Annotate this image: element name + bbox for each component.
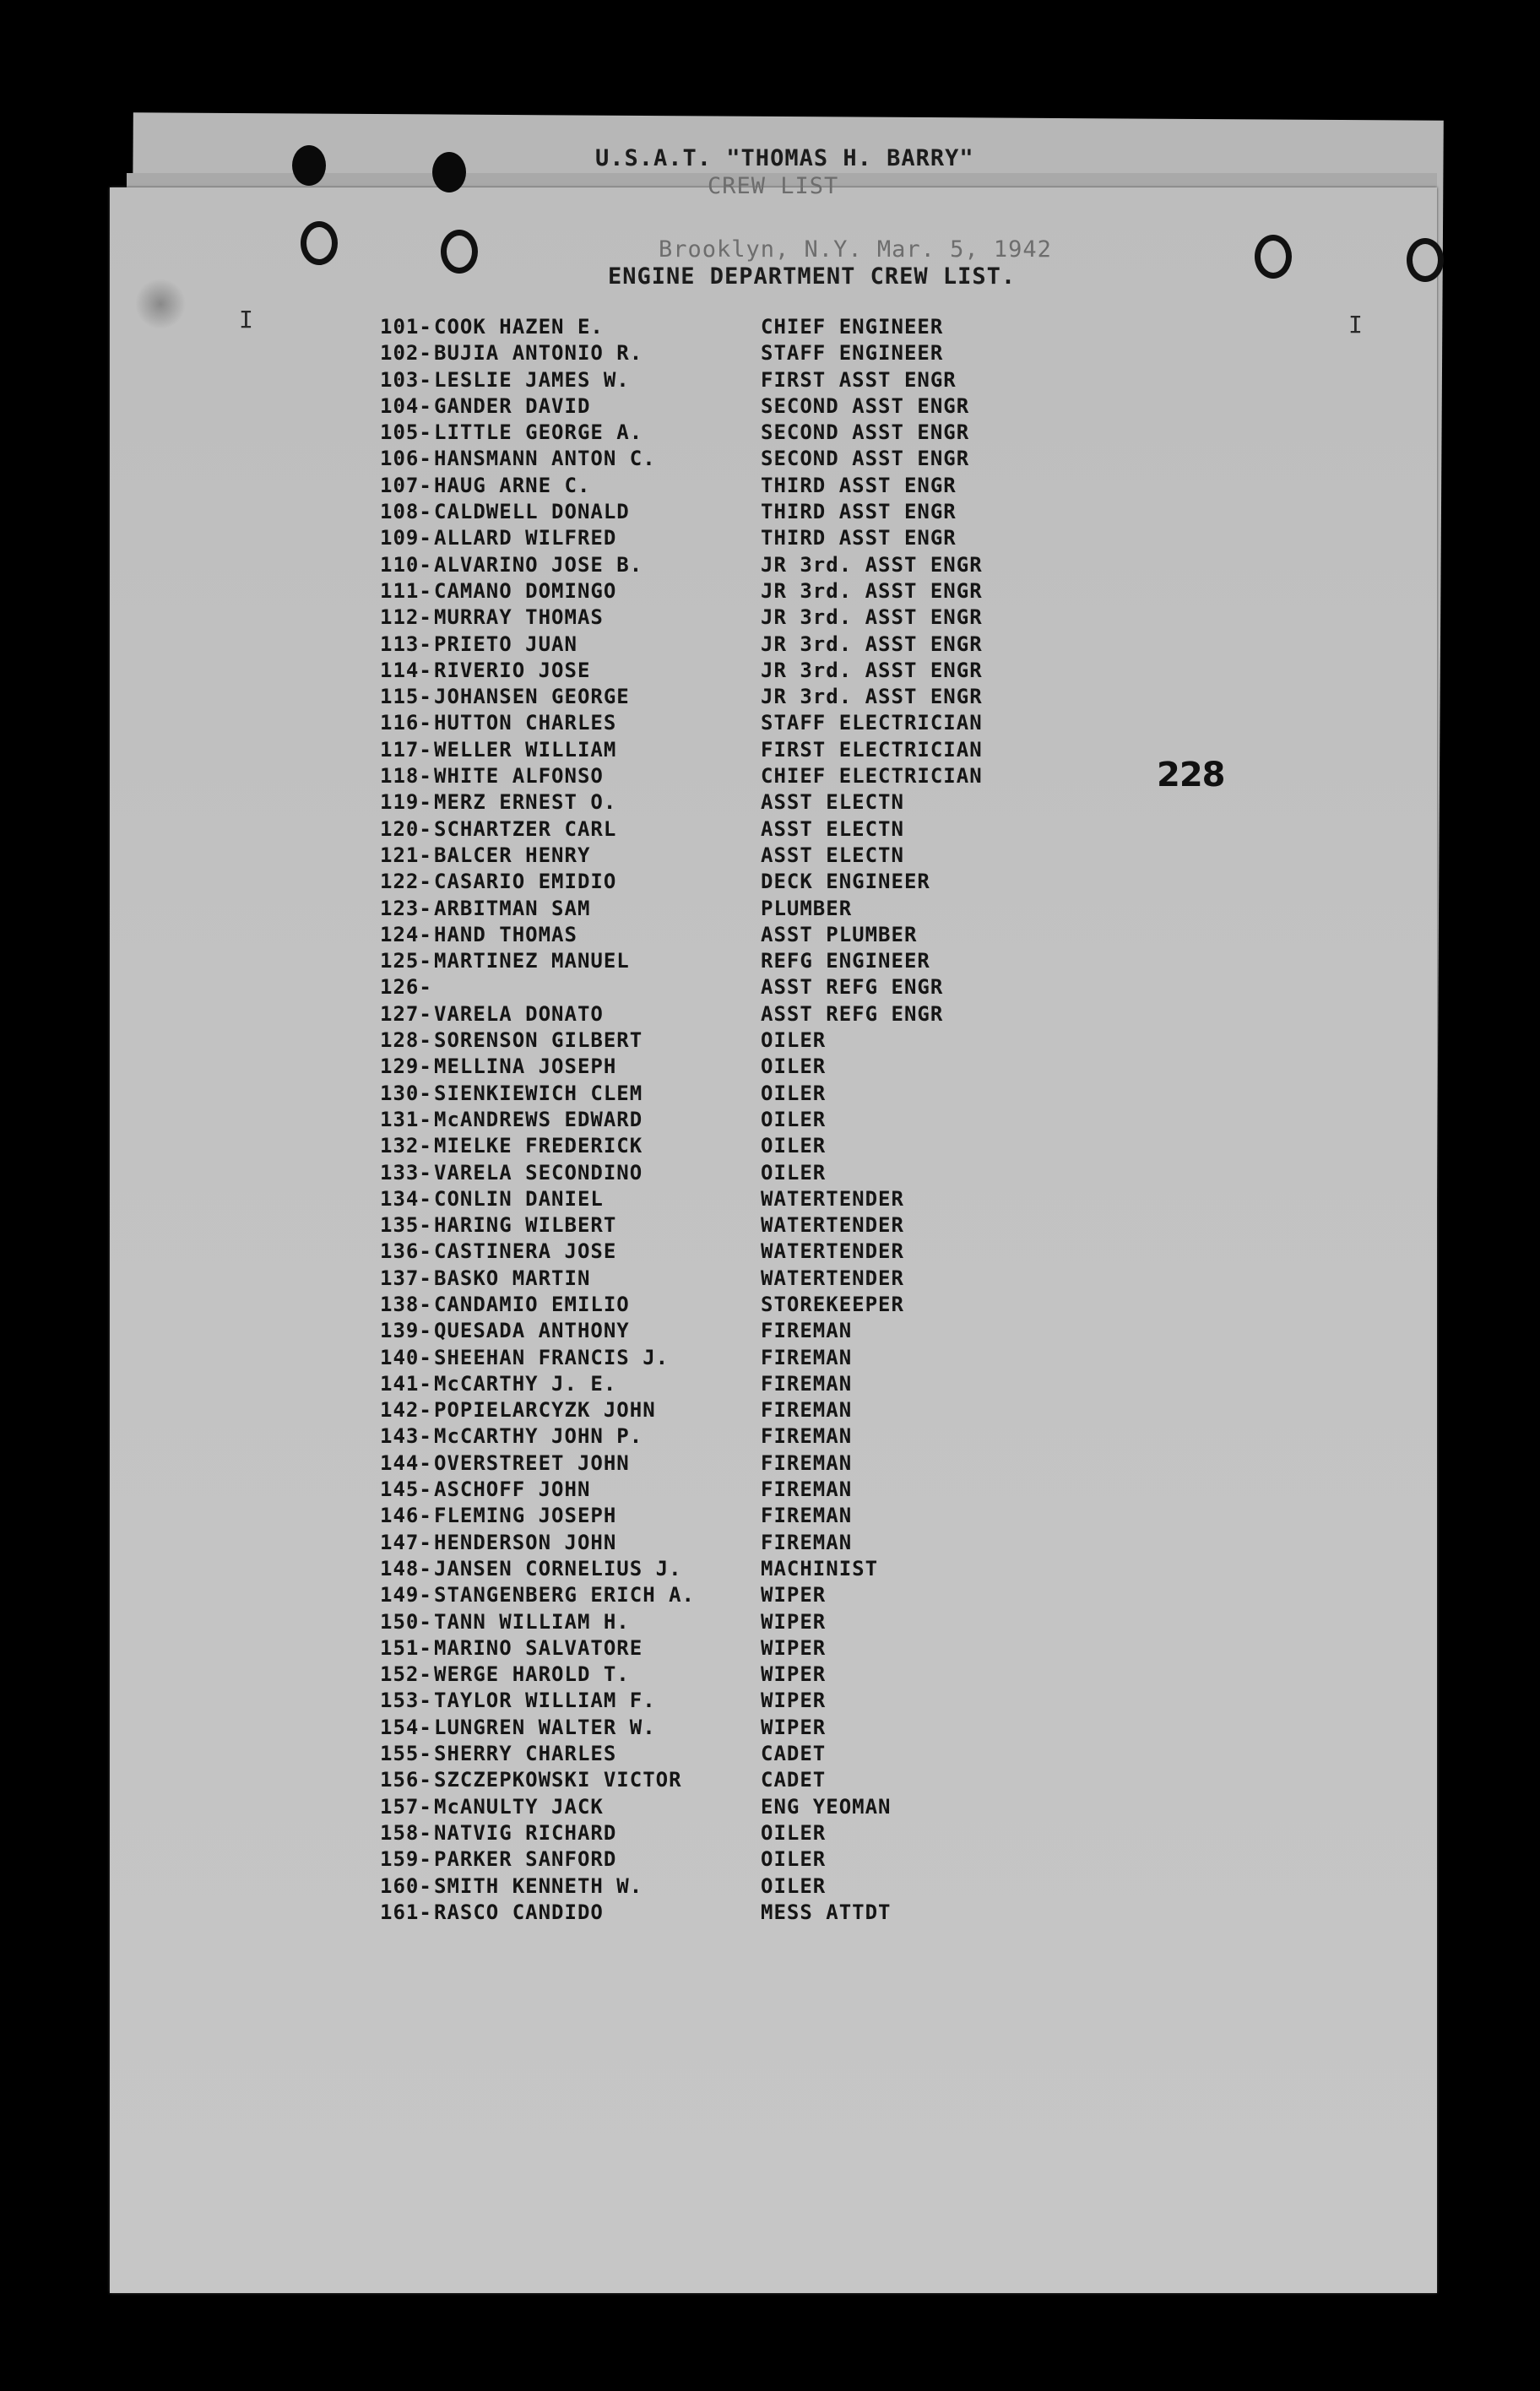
crew-rating: FIRST ELECTRICIAN — [761, 737, 983, 762]
crew-rating: FIREMAN — [761, 1504, 853, 1528]
crew-row — [380, 1423, 1048, 1450]
crew-name: MARINO SALVATORE — [434, 1635, 643, 1660]
crew-rating: OILER — [761, 1160, 827, 1185]
crew-rating: STAFF ELECTRICIAN — [761, 711, 983, 735]
crew-number: 133- — [380, 1160, 432, 1185]
crew-rating: CADET — [761, 1742, 827, 1766]
crew-row — [380, 446, 1048, 472]
crew-row — [380, 314, 1048, 340]
crew-row — [380, 710, 1048, 736]
crew-number: 147- — [380, 1530, 432, 1554]
crew-name: POPIELARCYZK JOHN — [434, 1398, 656, 1423]
crew-name: CALDWELL DONALD — [434, 500, 630, 524]
crew-row — [380, 1582, 1048, 1608]
crew-rating: THIRD ASST ENGR — [761, 473, 957, 497]
crew-row — [380, 605, 1048, 631]
crew-number: 149- — [380, 1583, 432, 1608]
crew-rating: THIRD ASST ENGR — [761, 526, 957, 550]
vessel-title: U.S.A.T. "THOMAS H. BARRY" — [595, 145, 974, 171]
crew-name: STANGENBERG ERICH A. — [434, 1583, 695, 1608]
crew-name: QUESADA ANTHONY — [434, 1319, 630, 1343]
crew-row — [380, 1820, 1048, 1846]
crew-number: 121- — [380, 843, 432, 867]
crew-number: 106- — [380, 447, 432, 471]
crew-number: 101- — [380, 315, 432, 339]
crew-row — [380, 1186, 1048, 1212]
crew-row — [380, 658, 1048, 684]
crew-number: 132- — [380, 1134, 432, 1158]
crew-rating: ASST REFG ENGR — [761, 975, 944, 1000]
crew-row — [380, 763, 1048, 789]
crew-rating: OILER — [761, 1847, 827, 1872]
crew-row — [380, 1662, 1048, 1688]
crew-number: 113- — [380, 632, 432, 656]
crew-row — [380, 1688, 1048, 1714]
crew-name: CANDAMIO EMILIO — [434, 1292, 630, 1316]
crew-row — [380, 1081, 1048, 1107]
crew-name: CASARIO EMIDIO — [434, 870, 617, 894]
crew-rating: JR 3rd. ASST ENGR — [761, 632, 983, 656]
crew-name: SZCZEPKOWSKI VICTOR — [434, 1768, 682, 1792]
crew-number: 122- — [380, 870, 432, 894]
crew-number: 124- — [380, 922, 432, 946]
crew-rating: WIPER — [761, 1715, 827, 1739]
crew-rating: WIPER — [761, 1662, 827, 1687]
crew-name: WHITE ALFONSO — [434, 764, 604, 789]
crew-rating: JR 3rd. ASST ENGR — [761, 578, 983, 603]
date-line: Brooklyn, N.Y. Mar. 5, 1942 — [659, 236, 1052, 263]
crew-name: TAYLOR WILLIAM F. — [434, 1689, 656, 1713]
crew-rating: FIREMAN — [761, 1424, 853, 1449]
crew-number: 107- — [380, 473, 432, 497]
crew-number: 117- — [380, 737, 432, 762]
crew-rating: DECK ENGINEER — [761, 870, 930, 894]
crew-row — [380, 1609, 1048, 1635]
crew-rating: STOREKEEPER — [761, 1292, 904, 1316]
crew-row — [380, 1371, 1048, 1397]
crew-number: 115- — [380, 685, 432, 709]
crew-rating: CADET — [761, 1768, 827, 1792]
crew-rating: JR 3rd. ASST ENGR — [761, 605, 983, 630]
crew-row — [380, 1846, 1048, 1873]
crew-number: 118- — [380, 764, 432, 789]
crew-number: 134- — [380, 1186, 432, 1211]
crew-rating: STAFF ENGINEER — [761, 341, 944, 366]
crew-number: 111- — [380, 578, 432, 603]
crew-row — [380, 1239, 1048, 1265]
crew-rating: JR 3rd. ASST ENGR — [761, 658, 983, 682]
crew-rating: WATERTENDER — [761, 1266, 904, 1290]
crew-row — [380, 1450, 1048, 1477]
crew-name: SHERRY CHARLES — [434, 1742, 617, 1766]
crew-number: 158- — [380, 1820, 432, 1845]
crew-name: LESLIE JAMES W. — [434, 367, 630, 392]
crew-row — [380, 1001, 1048, 1027]
crew-rating: ASST REFG ENGR — [761, 1001, 944, 1026]
crew-number: 141- — [380, 1371, 432, 1396]
page-number-stamp: 228 — [1157, 756, 1225, 794]
crew-number: 112- — [380, 605, 432, 630]
crew-name: RIVERIO JOSE — [434, 658, 591, 682]
crew-name: HENDERSON JOHN — [434, 1530, 617, 1554]
crew-row — [380, 922, 1048, 948]
crew-number: 130- — [380, 1081, 432, 1105]
crew-name — [434, 974, 761, 1000]
crew-name: VARELA DONATO — [434, 1001, 604, 1026]
crew-row — [380, 1900, 1048, 1926]
crew-row — [380, 1556, 1048, 1582]
crew-number: 144- — [380, 1450, 432, 1475]
crew-name: HAUG ARNE C. — [434, 473, 591, 497]
crew-number: 126- — [380, 975, 432, 1000]
crew-name: HARING WILBERT — [434, 1213, 617, 1238]
crew-number: 155- — [380, 1742, 432, 1766]
crew-rating: ASST ELECTN — [761, 843, 904, 867]
crew-name: CONLIN DANIEL — [434, 1186, 604, 1211]
crew-rating: FIREMAN — [761, 1477, 853, 1502]
crew-rating: ASST ELECTN — [761, 816, 904, 841]
punch-hole — [1407, 238, 1444, 282]
crew-number: 135- — [380, 1213, 432, 1238]
crew-number: 140- — [380, 1345, 432, 1369]
crew-number: 109- — [380, 526, 432, 550]
crew-rating: WIPER — [761, 1689, 827, 1713]
crew-row — [380, 1266, 1048, 1292]
crew-number: 119- — [380, 790, 432, 815]
crew-rating: OILER — [761, 1107, 827, 1131]
crew-rating: FIRST ASST ENGR — [761, 367, 957, 392]
crew-number: 116- — [380, 711, 432, 735]
crew-name: NATVIG RICHARD — [434, 1820, 617, 1845]
crew-row — [380, 499, 1048, 525]
crew-number: 138- — [380, 1292, 432, 1316]
crew-row — [380, 974, 1048, 1000]
crew-name: RASCO CANDIDO — [434, 1900, 604, 1924]
crew-row — [380, 340, 1048, 366]
crew-row — [380, 1530, 1048, 1556]
crew-row — [380, 1503, 1048, 1529]
crew-rating: CHIEF ENGINEER — [761, 315, 944, 339]
crew-name: MURRAY THOMAS — [434, 605, 604, 630]
crew-number: 143- — [380, 1424, 432, 1449]
crew-name: LITTLE GEORGE A. — [434, 420, 643, 445]
punch-hole — [301, 221, 338, 265]
crew-rating: WATERTENDER — [761, 1239, 904, 1264]
crew-rating: THIRD ASST ENGR — [761, 500, 957, 524]
crew-row — [380, 1397, 1048, 1423]
crew-row — [380, 737, 1048, 763]
crew-row — [380, 1107, 1048, 1133]
crew-name: HANSMANN ANTON C. — [434, 447, 656, 471]
crew-row — [380, 1345, 1048, 1371]
crew-name: COOK HAZEN E. — [434, 315, 604, 339]
crew-name: McCARTHY J. E. — [434, 1371, 617, 1396]
crew-rating: WATERTENDER — [761, 1213, 904, 1238]
crew-row — [380, 1054, 1048, 1080]
crew-row — [380, 869, 1048, 895]
crew-row — [380, 578, 1048, 605]
crew-row — [380, 1873, 1048, 1900]
crew-rating: FIREMAN — [761, 1319, 853, 1343]
crew-name: McANDREWS EDWARD — [434, 1107, 643, 1131]
crew-number: 139- — [380, 1319, 432, 1343]
crew-row — [380, 1741, 1048, 1767]
crew-row — [380, 1767, 1048, 1793]
crew-name: CASTINERA JOSE — [434, 1239, 617, 1264]
crew-number: 120- — [380, 816, 432, 841]
crew-number: 129- — [380, 1055, 432, 1079]
crew-rating: MESS ATTDT — [761, 1900, 892, 1924]
crew-number: 137- — [380, 1266, 432, 1290]
crew-name: MIELKE FREDERICK — [434, 1134, 643, 1158]
crew-number: 154- — [380, 1715, 432, 1739]
crew-row — [380, 393, 1048, 420]
crew-name: CAMANO DOMINGO — [434, 578, 617, 603]
crew-rating: JR 3rd. ASST ENGR — [761, 552, 983, 577]
crew-row — [380, 1635, 1048, 1662]
crew-name: HAND THOMAS — [434, 922, 578, 946]
crew-number: 151- — [380, 1635, 432, 1660]
crew-rating: FIREMAN — [761, 1530, 853, 1554]
list-subtitle: CREW LIST — [708, 173, 839, 199]
crew-name: ARBITMAN SAM — [434, 896, 591, 920]
crew-rating: JR 3rd. ASST ENGR — [761, 685, 983, 709]
crew-row — [380, 789, 1048, 816]
crew-rating: SECOND ASST ENGR — [761, 420, 970, 445]
crew-number: 128- — [380, 1028, 432, 1053]
punch-hole — [292, 145, 326, 186]
crew-rating: PLUMBER — [761, 896, 853, 920]
crew-number: 156- — [380, 1768, 432, 1792]
crew-rating: FIREMAN — [761, 1345, 853, 1369]
crew-number: 146- — [380, 1504, 432, 1528]
crew-rating: FIREMAN — [761, 1371, 853, 1396]
punch-hole — [1255, 235, 1292, 279]
crew-number: 110- — [380, 552, 432, 577]
crew-number: 148- — [380, 1556, 432, 1580]
crew-name: McANULTY JACK — [434, 1794, 604, 1819]
crew-row — [380, 1477, 1048, 1503]
crew-name: MERZ ERNEST O. — [434, 790, 617, 815]
crew-rating: WATERTENDER — [761, 1186, 904, 1211]
crew-rating: ASST PLUMBER — [761, 922, 918, 946]
crew-name: TANN WILLIAM H. — [434, 1609, 630, 1634]
department-title: ENGINE DEPARTMENT CREW LIST. — [608, 263, 1017, 290]
crew-name: WELLER WILLIAM — [434, 737, 617, 762]
crew-row — [380, 1794, 1048, 1820]
crew-name: ALVARINO JOSE B. — [434, 552, 643, 577]
crew-name: BUJIA ANTONIO R. — [434, 341, 643, 366]
crew-rating: WIPER — [761, 1635, 827, 1660]
crew-number: 131- — [380, 1107, 432, 1131]
punch-hole — [432, 152, 466, 192]
crew-rating: OILER — [761, 1081, 827, 1105]
crew-row — [380, 948, 1048, 974]
crew-row — [380, 816, 1048, 843]
crew-row — [380, 473, 1048, 499]
crew-row — [380, 896, 1048, 922]
crew-name: ASCHOFF JOHN — [434, 1477, 591, 1502]
crew-row — [380, 1027, 1048, 1054]
crew-rating: SECOND ASST ENGR — [761, 447, 970, 471]
crew-name: MELLINA JOSEPH — [434, 1055, 617, 1079]
crew-row — [380, 420, 1048, 446]
crew-number: 127- — [380, 1001, 432, 1026]
crew-number: 152- — [380, 1662, 432, 1687]
crew-number: 125- — [380, 949, 432, 973]
crew-rating: OILER — [761, 1820, 827, 1845]
crew-number: 159- — [380, 1847, 432, 1872]
crew-rating: WIPER — [761, 1583, 827, 1608]
crew-name: ALLARD WILFRED — [434, 526, 617, 550]
crew-number: 123- — [380, 896, 432, 920]
crew-name: SIENKIEWICH CLEM — [434, 1081, 643, 1105]
crew-name: GANDER DAVID — [434, 393, 591, 418]
crew-rating: MACHINIST — [761, 1556, 879, 1580]
crew-row — [380, 552, 1048, 578]
crew-row — [380, 1133, 1048, 1159]
right-margin-mark: I — [1348, 311, 1363, 339]
crew-number: 108- — [380, 500, 432, 524]
crew-number: 160- — [380, 1873, 432, 1898]
crew-name: SMITH KENNETH W. — [434, 1873, 643, 1898]
crew-rating: REFG ENGINEER — [761, 949, 930, 973]
crew-name: BALCER HENRY — [434, 843, 591, 867]
crew-rating: SECOND ASST ENGR — [761, 393, 970, 418]
crew-number: 136- — [380, 1239, 432, 1264]
crew-name: FLEMING JOSEPH — [434, 1504, 617, 1528]
crew-name: JANSEN CORNELIUS J. — [434, 1556, 682, 1580]
crew-row — [380, 525, 1048, 551]
crew-row — [380, 1715, 1048, 1741]
crew-name: MARTINEZ MANUEL — [434, 949, 630, 973]
crew-row — [380, 684, 1048, 710]
crew-number: 103- — [380, 367, 432, 392]
crew-name: WERGE HAROLD T. — [434, 1662, 630, 1687]
crew-rating: WIPER — [761, 1609, 827, 1634]
crew-rating: CHIEF ELECTRICIAN — [761, 764, 983, 789]
crew-number: 105- — [380, 420, 432, 445]
crew-name: PRIETO JUAN — [434, 632, 578, 656]
crew-rating: OILER — [761, 1134, 827, 1158]
crew-number: 114- — [380, 658, 432, 682]
crew-number: 150- — [380, 1609, 432, 1634]
crew-rating: OILER — [761, 1028, 827, 1053]
punch-hole — [441, 230, 478, 274]
crew-row — [380, 1212, 1048, 1239]
crew-name: VARELA SECONDINO — [434, 1160, 643, 1185]
crew-name: SORENSON GILBERT — [434, 1028, 643, 1053]
crew-name: LUNGREN WALTER W. — [434, 1715, 656, 1739]
crew-name: JOHANSEN GEORGE — [434, 685, 630, 709]
left-margin-mark: I — [239, 306, 253, 333]
crew-name: McCARTHY JOHN P. — [434, 1424, 643, 1449]
crew-name: SCHARTZER CARL — [434, 816, 617, 841]
crew-rating: FIREMAN — [761, 1450, 853, 1475]
crew-number: 153- — [380, 1689, 432, 1713]
crew-row — [380, 1292, 1048, 1318]
paper-damage — [135, 279, 186, 329]
crew-number: 157- — [380, 1794, 432, 1819]
crew-row — [380, 367, 1048, 393]
crew-number: 142- — [380, 1398, 432, 1423]
crew-name: PARKER SANFORD — [434, 1847, 617, 1872]
crew-rating: OILER — [761, 1873, 827, 1898]
crew-row — [380, 632, 1048, 658]
crew-name: HUTTON CHARLES — [434, 711, 617, 735]
crew-number: 161- — [380, 1900, 432, 1924]
crew-list — [380, 314, 1048, 1926]
crew-rating: OILER — [761, 1055, 827, 1079]
crew-name: BASKO MARTIN — [434, 1266, 591, 1290]
crew-rating: ENG YEOMAN — [761, 1794, 892, 1819]
crew-row — [380, 843, 1048, 869]
crew-rating: FIREMAN — [761, 1398, 853, 1423]
crew-rating: ASST ELECTN — [761, 790, 904, 815]
crew-number: 102- — [380, 341, 432, 366]
crew-name: OVERSTREET JOHN — [434, 1450, 630, 1475]
crew-row — [380, 1318, 1048, 1344]
crew-number: 145- — [380, 1477, 432, 1502]
crew-name: SHEEHAN FRANCIS J. — [434, 1345, 670, 1369]
crew-row — [380, 1160, 1048, 1186]
crew-number: 104- — [380, 393, 432, 418]
